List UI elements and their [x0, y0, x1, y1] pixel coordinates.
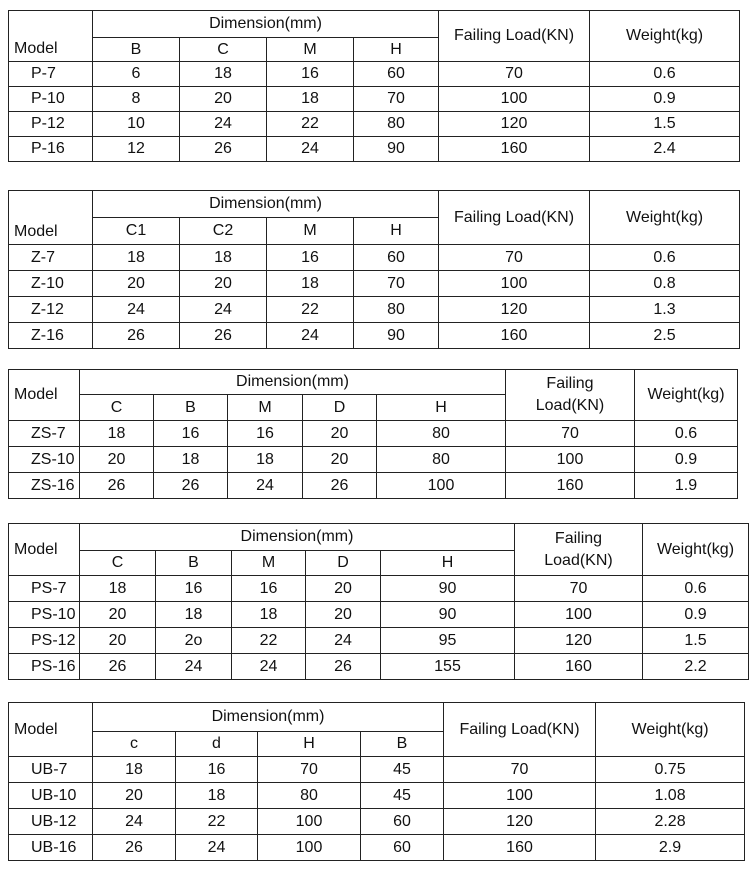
table-row	[9, 112, 740, 137]
model-header: Model	[9, 11, 93, 62]
dimension-cell: 80	[354, 112, 439, 137]
dimension-cell: 20	[180, 87, 267, 112]
weight-header: Weight(kg)	[596, 703, 745, 757]
weight-cell: 2.4	[590, 137, 740, 162]
model-cell: Z-16	[9, 323, 93, 349]
dimension-cell: 20	[93, 271, 180, 297]
dimension-cell: 24	[180, 112, 267, 137]
dimension-header: Dimension(mm)	[93, 11, 439, 38]
dimension-subheader: H	[354, 38, 439, 62]
model-cell: ZS-7	[9, 421, 80, 447]
model-cell: Z-10	[9, 271, 93, 297]
table-row	[9, 757, 745, 783]
dimension-cell: 60	[361, 809, 444, 835]
dimension-cell: 18	[232, 602, 306, 628]
dimension-cell: 90	[354, 323, 439, 349]
failing-load-header-line: Load(KN)	[544, 551, 613, 569]
weight-header: Weight(kg)	[590, 11, 740, 62]
dimension-cell: 26	[80, 473, 154, 499]
model-cell: P-16	[9, 137, 93, 162]
dimension-cell: 26	[180, 323, 267, 349]
dimension-cell: 22	[232, 628, 306, 654]
table-row	[9, 783, 745, 809]
model-cell: PS-10	[9, 602, 80, 628]
model-cell: UB-12	[9, 809, 93, 835]
weight-cell: 1.9	[635, 473, 738, 499]
failing-load-cell: 120	[439, 297, 590, 323]
table-row	[9, 628, 749, 654]
dimension-cell: 155	[381, 654, 515, 680]
dimension-cell: 24	[93, 809, 176, 835]
dimension-cell: 26	[154, 473, 228, 499]
table-row	[9, 809, 745, 835]
failing-load-cell: 160	[506, 473, 635, 499]
table-row	[9, 473, 738, 499]
table-row	[9, 297, 740, 323]
table-row	[9, 576, 749, 602]
header-row	[9, 703, 745, 732]
dimension-cell: 8	[93, 87, 180, 112]
weight-cell: 0.9	[590, 87, 740, 112]
weight-cell: 0.6	[590, 245, 740, 271]
dimension-cell: 20	[303, 447, 377, 473]
model-cell: PS-7	[9, 576, 80, 602]
dimension-subheader: H	[377, 395, 506, 421]
dimension-cell: 12	[93, 137, 180, 162]
table-row	[9, 421, 738, 447]
dimension-cell: 24	[156, 654, 232, 680]
dimension-cell: 80	[377, 421, 506, 447]
dimension-cell: 26	[180, 137, 267, 162]
weight-cell: 0.8	[590, 271, 740, 297]
failing-load-cell: 160	[439, 323, 590, 349]
dimension-cell: 16	[156, 576, 232, 602]
dimension-cell: 18	[267, 271, 354, 297]
model-cell: P-7	[9, 62, 93, 87]
model-cell: Z-12	[9, 297, 93, 323]
dimension-subheader: c	[93, 732, 176, 757]
table-row	[9, 602, 749, 628]
failing-load-cell: 70	[515, 576, 643, 602]
model-header: Model	[9, 191, 93, 245]
weight-cell: 2.5	[590, 323, 740, 349]
weight-cell: 0.6	[590, 62, 740, 87]
failing-load-cell: 70	[444, 757, 596, 783]
failing-load-header	[515, 524, 643, 576]
dimension-subheader: H	[354, 218, 439, 245]
failing-load-header: Failing Load(KN)	[439, 191, 590, 245]
dimension-cell: 24	[228, 473, 303, 499]
weight-cell: 2.28	[596, 809, 745, 835]
weight-cell: 1.3	[590, 297, 740, 323]
failing-load-cell: 100	[515, 602, 643, 628]
dimension-cell: 20	[306, 602, 381, 628]
spec-table	[8, 190, 740, 349]
dimension-cell: 24	[176, 835, 258, 861]
weight-cell: 1.08	[596, 783, 745, 809]
failing-load-cell: 100	[439, 271, 590, 297]
table-row	[9, 62, 740, 87]
table-row	[9, 323, 740, 349]
failing-load-header: Failing Load(KN)	[439, 11, 590, 62]
dimension-cell: 22	[267, 112, 354, 137]
model-cell: P-10	[9, 87, 93, 112]
failing-load-header-line: Failing	[546, 375, 594, 392]
failing-load-cell: 100	[444, 783, 596, 809]
dimension-cell: 60	[354, 245, 439, 271]
dimension-cell: 100	[258, 809, 361, 835]
dimension-cell: 24	[306, 628, 381, 654]
header-row	[9, 370, 738, 395]
dimension-subheader: B	[154, 395, 228, 421]
dimension-subheader: D	[306, 551, 381, 576]
failing-load-header	[506, 370, 635, 421]
failing-load-header-line: Load(KN)	[535, 397, 605, 414]
header-row	[9, 11, 740, 38]
table-row	[9, 245, 740, 271]
dimension-cell: 18	[267, 87, 354, 112]
dimension-cell: 22	[267, 297, 354, 323]
dimension-cell: 16	[267, 245, 354, 271]
dimension-subheader: C	[80, 551, 156, 576]
model-cell: ZS-16	[9, 473, 80, 499]
dimension-cell: 20	[93, 783, 176, 809]
spec-table	[8, 369, 738, 499]
spec-table	[8, 10, 740, 162]
dimension-subheader: H	[381, 551, 515, 576]
dimension-cell: 24	[232, 654, 306, 680]
weight-header: Weight(kg)	[635, 370, 738, 421]
dimension-cell: 26	[306, 654, 381, 680]
dimension-cell: 16	[228, 421, 303, 447]
failing-load-cell: 100	[439, 87, 590, 112]
failing-load-cell: 160	[515, 654, 643, 680]
dimension-subheader: C	[80, 395, 154, 421]
dimension-subheader: d	[176, 732, 258, 757]
dimension-cell: 20	[303, 421, 377, 447]
dimension-subheader: M	[267, 38, 354, 62]
table-row	[9, 654, 749, 680]
model-header: Model	[9, 524, 80, 576]
dimension-cell: 16	[232, 576, 306, 602]
dimension-header: Dimension(mm)	[80, 370, 506, 395]
weight-cell: 1.5	[590, 112, 740, 137]
dimension-subheader: C2	[180, 218, 267, 245]
dimension-subheader: M	[228, 395, 303, 421]
dimension-cell: 26	[93, 323, 180, 349]
weight-cell: 0.75	[596, 757, 745, 783]
dimension-cell: 20	[80, 447, 154, 473]
failing-load-cell: 100	[506, 447, 635, 473]
dimension-cell: 10	[93, 112, 180, 137]
model-cell: Z-7	[9, 245, 93, 271]
dimension-cell: 24	[267, 323, 354, 349]
spec-table	[8, 702, 745, 861]
model-cell: UB-16	[9, 835, 93, 861]
table-row	[9, 271, 740, 297]
dimension-header: Dimension(mm)	[93, 703, 444, 732]
failing-load-cell: 160	[439, 137, 590, 162]
dimension-cell: 18	[80, 576, 156, 602]
failing-load-cell: 70	[439, 62, 590, 87]
failing-load-cell: 70	[439, 245, 590, 271]
dimension-cell: 20	[80, 602, 156, 628]
dimension-cell: 16	[154, 421, 228, 447]
weight-cell: 2.2	[643, 654, 749, 680]
dimension-cell: 20	[180, 271, 267, 297]
failing-load-cell: 70	[506, 421, 635, 447]
model-header: Model	[9, 370, 80, 421]
dimension-cell: 20	[80, 628, 156, 654]
model-header: Model	[9, 703, 93, 757]
dimension-cell: 70	[354, 87, 439, 112]
dimension-cell: 80	[354, 297, 439, 323]
model-cell: UB-10	[9, 783, 93, 809]
dimension-subheader: B	[156, 551, 232, 576]
dimension-cell: 45	[361, 783, 444, 809]
dimension-cell: 90	[381, 602, 515, 628]
dimension-cell: 80	[377, 447, 506, 473]
model-cell: UB-7	[9, 757, 93, 783]
dimension-cell: 100	[258, 835, 361, 861]
dimension-cell: 20	[306, 576, 381, 602]
weight-cell: 0.6	[635, 421, 738, 447]
model-cell: PS-16	[9, 654, 80, 680]
dimension-subheader: D	[303, 395, 377, 421]
table-row	[9, 137, 740, 162]
dimension-cell: 16	[176, 757, 258, 783]
model-cell: P-12	[9, 112, 93, 137]
dimension-cell: 26	[80, 654, 156, 680]
weight-cell: 1.5	[643, 628, 749, 654]
table-row	[9, 835, 745, 861]
model-cell: ZS-10	[9, 447, 80, 473]
weight-cell: 2.9	[596, 835, 745, 861]
dimension-cell: 18	[156, 602, 232, 628]
dimension-cell: 80	[258, 783, 361, 809]
weight-cell: 0.9	[635, 447, 738, 473]
header-row	[9, 524, 749, 551]
dimension-cell: 45	[361, 757, 444, 783]
dimension-cell: 70	[354, 271, 439, 297]
dimension-cell: 24	[93, 297, 180, 323]
dimension-cell: 18	[180, 62, 267, 87]
dimension-cell: 60	[354, 62, 439, 87]
dimension-subheader: C1	[93, 218, 180, 245]
dimension-cell: 90	[381, 576, 515, 602]
weight-cell: 0.6	[643, 576, 749, 602]
failing-load-cell: 120	[439, 112, 590, 137]
dimension-cell: 24	[180, 297, 267, 323]
failing-load-cell: 120	[515, 628, 643, 654]
failing-load-header: Failing Load(KN)	[444, 703, 596, 757]
dimension-cell: 26	[303, 473, 377, 499]
weight-cell: 0.9	[643, 602, 749, 628]
dimension-subheader: B	[93, 38, 180, 62]
dimension-cell: 100	[377, 473, 506, 499]
dimension-subheader: H	[258, 732, 361, 757]
dimension-subheader: C	[180, 38, 267, 62]
dimension-header: Dimension(mm)	[93, 191, 439, 218]
dimension-cell: 16	[267, 62, 354, 87]
failing-load-cell: 120	[444, 809, 596, 835]
failing-load-cell: 160	[444, 835, 596, 861]
table-row	[9, 447, 738, 473]
dimension-cell: 18	[154, 447, 228, 473]
dimension-cell: 60	[361, 835, 444, 861]
dimension-cell: 18	[228, 447, 303, 473]
dimension-cell: 2o	[156, 628, 232, 654]
dimension-cell: 22	[176, 809, 258, 835]
model-cell: PS-12	[9, 628, 80, 654]
dimension-cell: 24	[267, 137, 354, 162]
dimension-cell: 70	[258, 757, 361, 783]
dimension-cell: 95	[381, 628, 515, 654]
weight-header: Weight(kg)	[643, 524, 749, 576]
dimension-subheader: B	[361, 732, 444, 757]
table-row	[9, 87, 740, 112]
dimension-cell: 6	[93, 62, 180, 87]
dimension-cell: 18	[93, 245, 180, 271]
dimension-cell: 18	[80, 421, 154, 447]
dimension-cell: 18	[180, 245, 267, 271]
dimension-cell: 90	[354, 137, 439, 162]
spec-table	[8, 523, 749, 680]
header-row	[9, 191, 740, 218]
dimension-cell: 18	[176, 783, 258, 809]
dimension-header: Dimension(mm)	[80, 524, 515, 551]
dimension-subheader: M	[267, 218, 354, 245]
dimension-cell: 18	[93, 757, 176, 783]
dimension-cell: 26	[93, 835, 176, 861]
weight-header: Weight(kg)	[590, 191, 740, 245]
dimension-subheader: M	[232, 551, 306, 576]
failing-load-header-line: Failing	[554, 529, 603, 547]
